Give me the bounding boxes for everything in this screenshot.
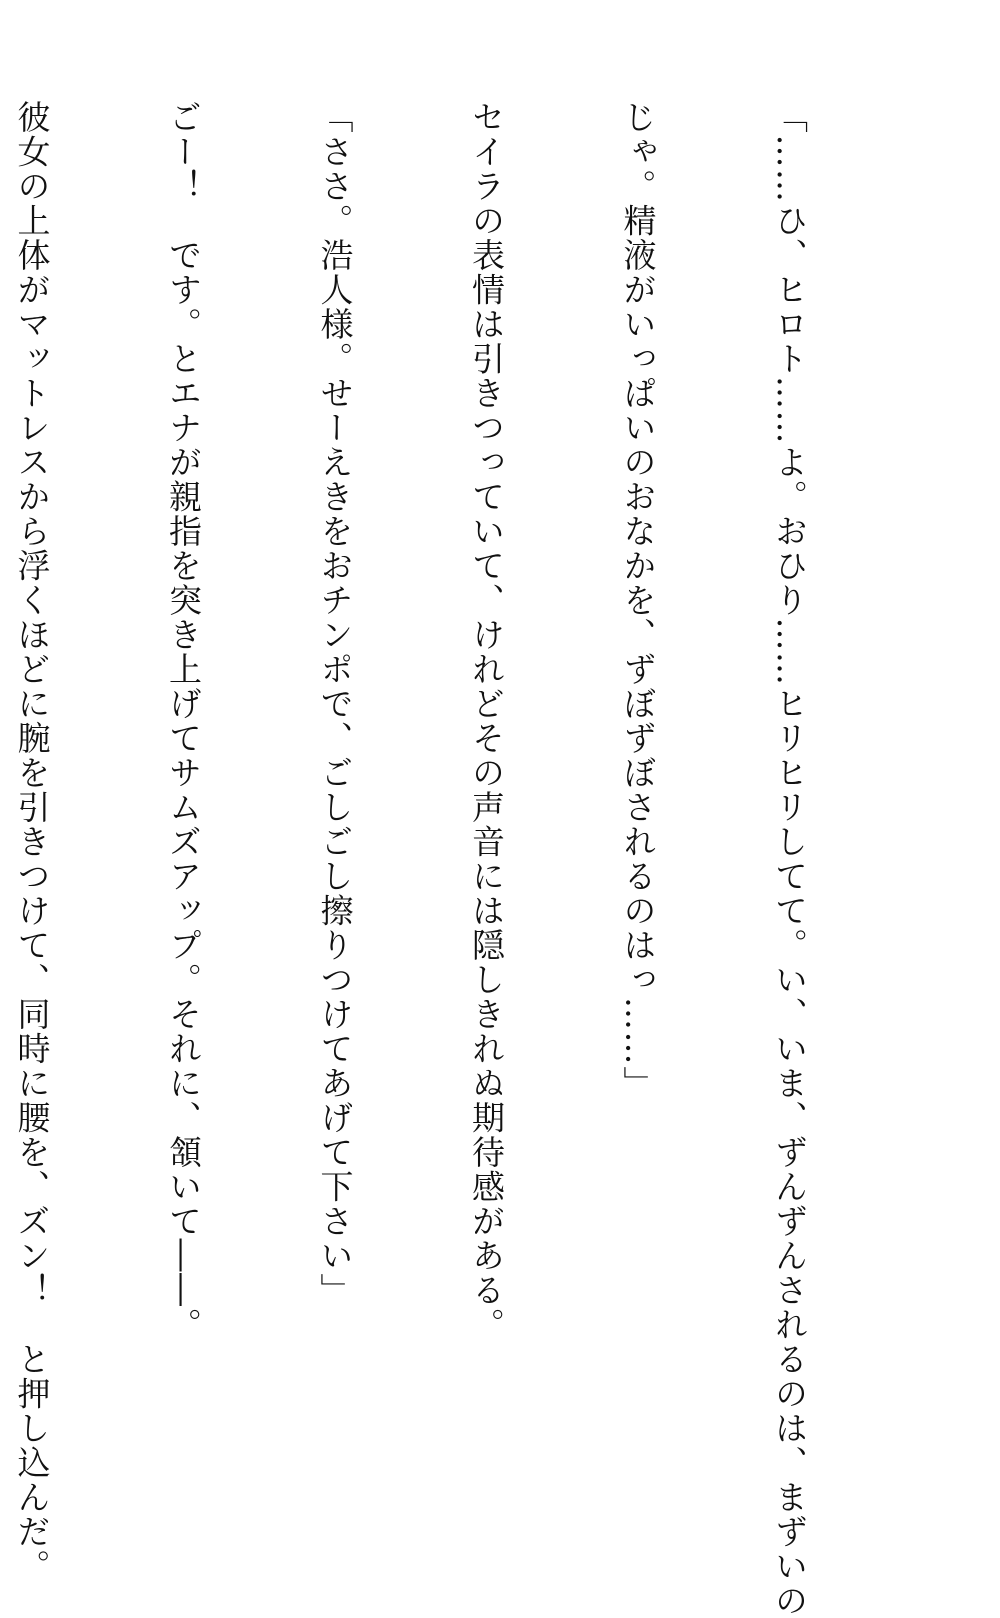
text-line: 彼女の上体がマットレスから浮くほどに腕を引きつけて、同時に腰を、ズン！ と押し込んだ。: [12, 100, 52, 1584]
vertical-text-body: [12, 100, 915, 1618]
text-line: セイラの表情は引きつっていて、けれどその声音には隠しきれぬ期待感がある。: [467, 100, 506, 1342]
text-line: 「……ひ、ヒロト……よ。おひり……ヒリヒリしてて。い、いま、ずんずんされるのは、まずいの: [770, 100, 809, 1618]
text-line: ごー！ です。とエナが親指を突き上げてサムズアップ。それに、頷いて――。: [164, 100, 203, 1342]
text-line: じゃ。精液がいっぱいのおなかを、ずぼずぼされるのはっ……」: [618, 100, 658, 1101]
text-line: 「ささ。浩人様。せーえきをおチンポで、ごしごし擦りつけてあげて下さい」: [315, 100, 355, 1308]
